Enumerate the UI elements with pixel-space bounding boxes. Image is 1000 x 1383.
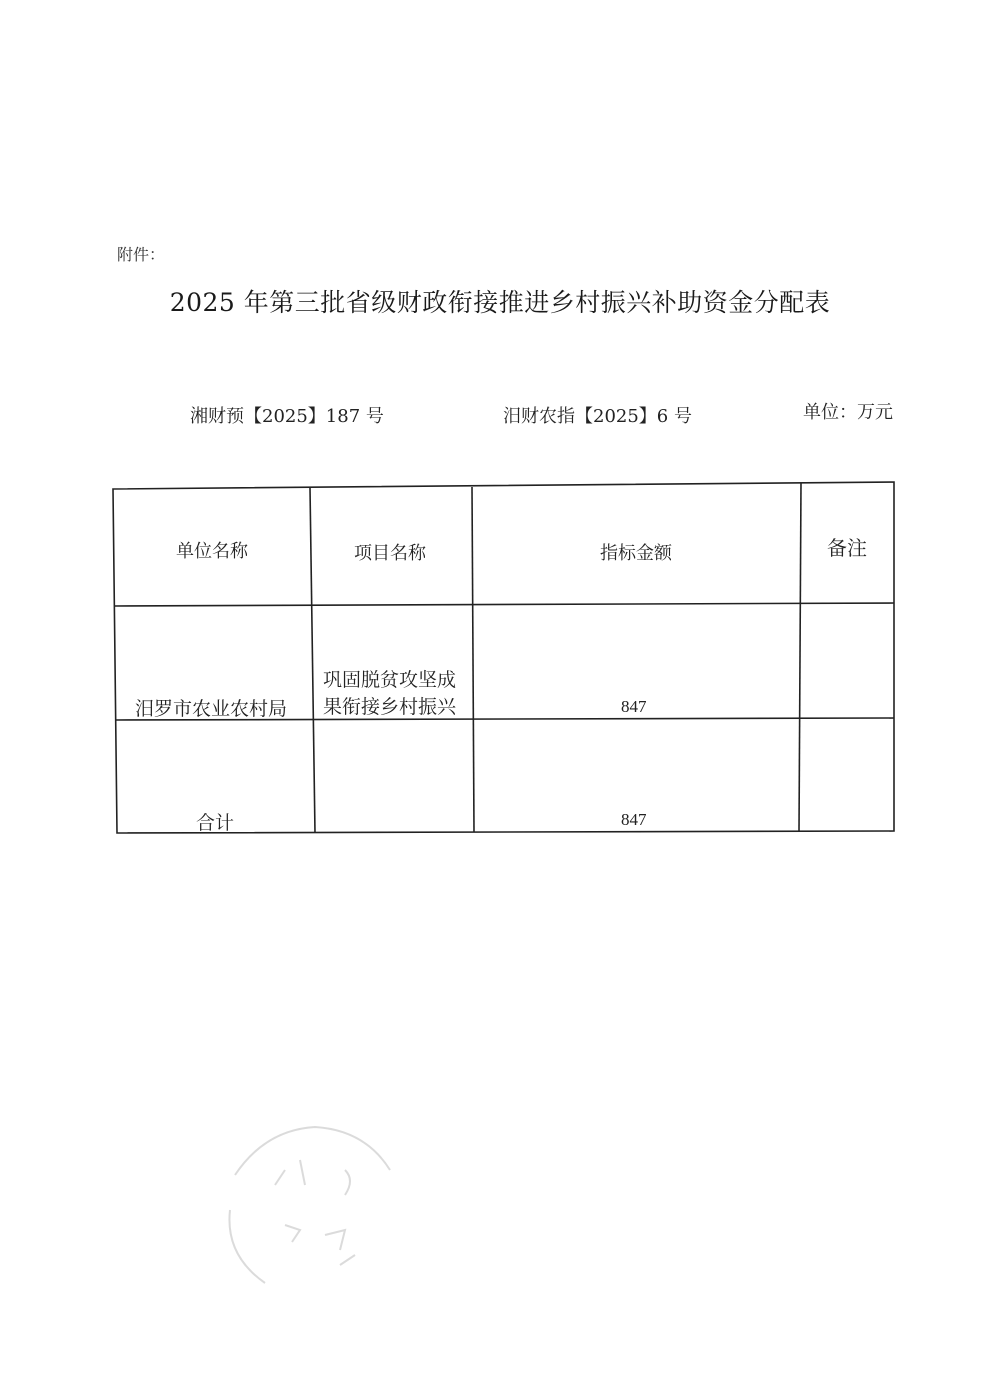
unit-note: 单位：万元 (803, 402, 893, 423)
document-title: 2025 年第三批省级财政衔接推进乡村振兴补助资金分配表 (169, 288, 831, 317)
attachment-label: 附件： (117, 245, 166, 264)
total-amount: 847 (621, 810, 647, 829)
city-document-number: 汨财农指【2025】6 号 (503, 406, 692, 427)
header-allocation-amount: 指标金额 (600, 543, 672, 564)
row-allocation-amount: 847 (621, 697, 647, 716)
row-project-name: 巩固脱贫攻坚成果衔接乡村振兴 (323, 669, 457, 718)
header-remarks: 备注 (827, 536, 867, 560)
header-unit-name: 单位名称 (176, 541, 248, 562)
provincial-document-number: 湘财预【2025】187 号 (190, 406, 384, 427)
header-project-name: 项目名称 (354, 543, 426, 564)
row-unit-name: 汨罗市农业农村局 (135, 698, 288, 720)
faded-official-seal (205, 1115, 405, 1305)
total-label: 合计 (196, 812, 235, 834)
